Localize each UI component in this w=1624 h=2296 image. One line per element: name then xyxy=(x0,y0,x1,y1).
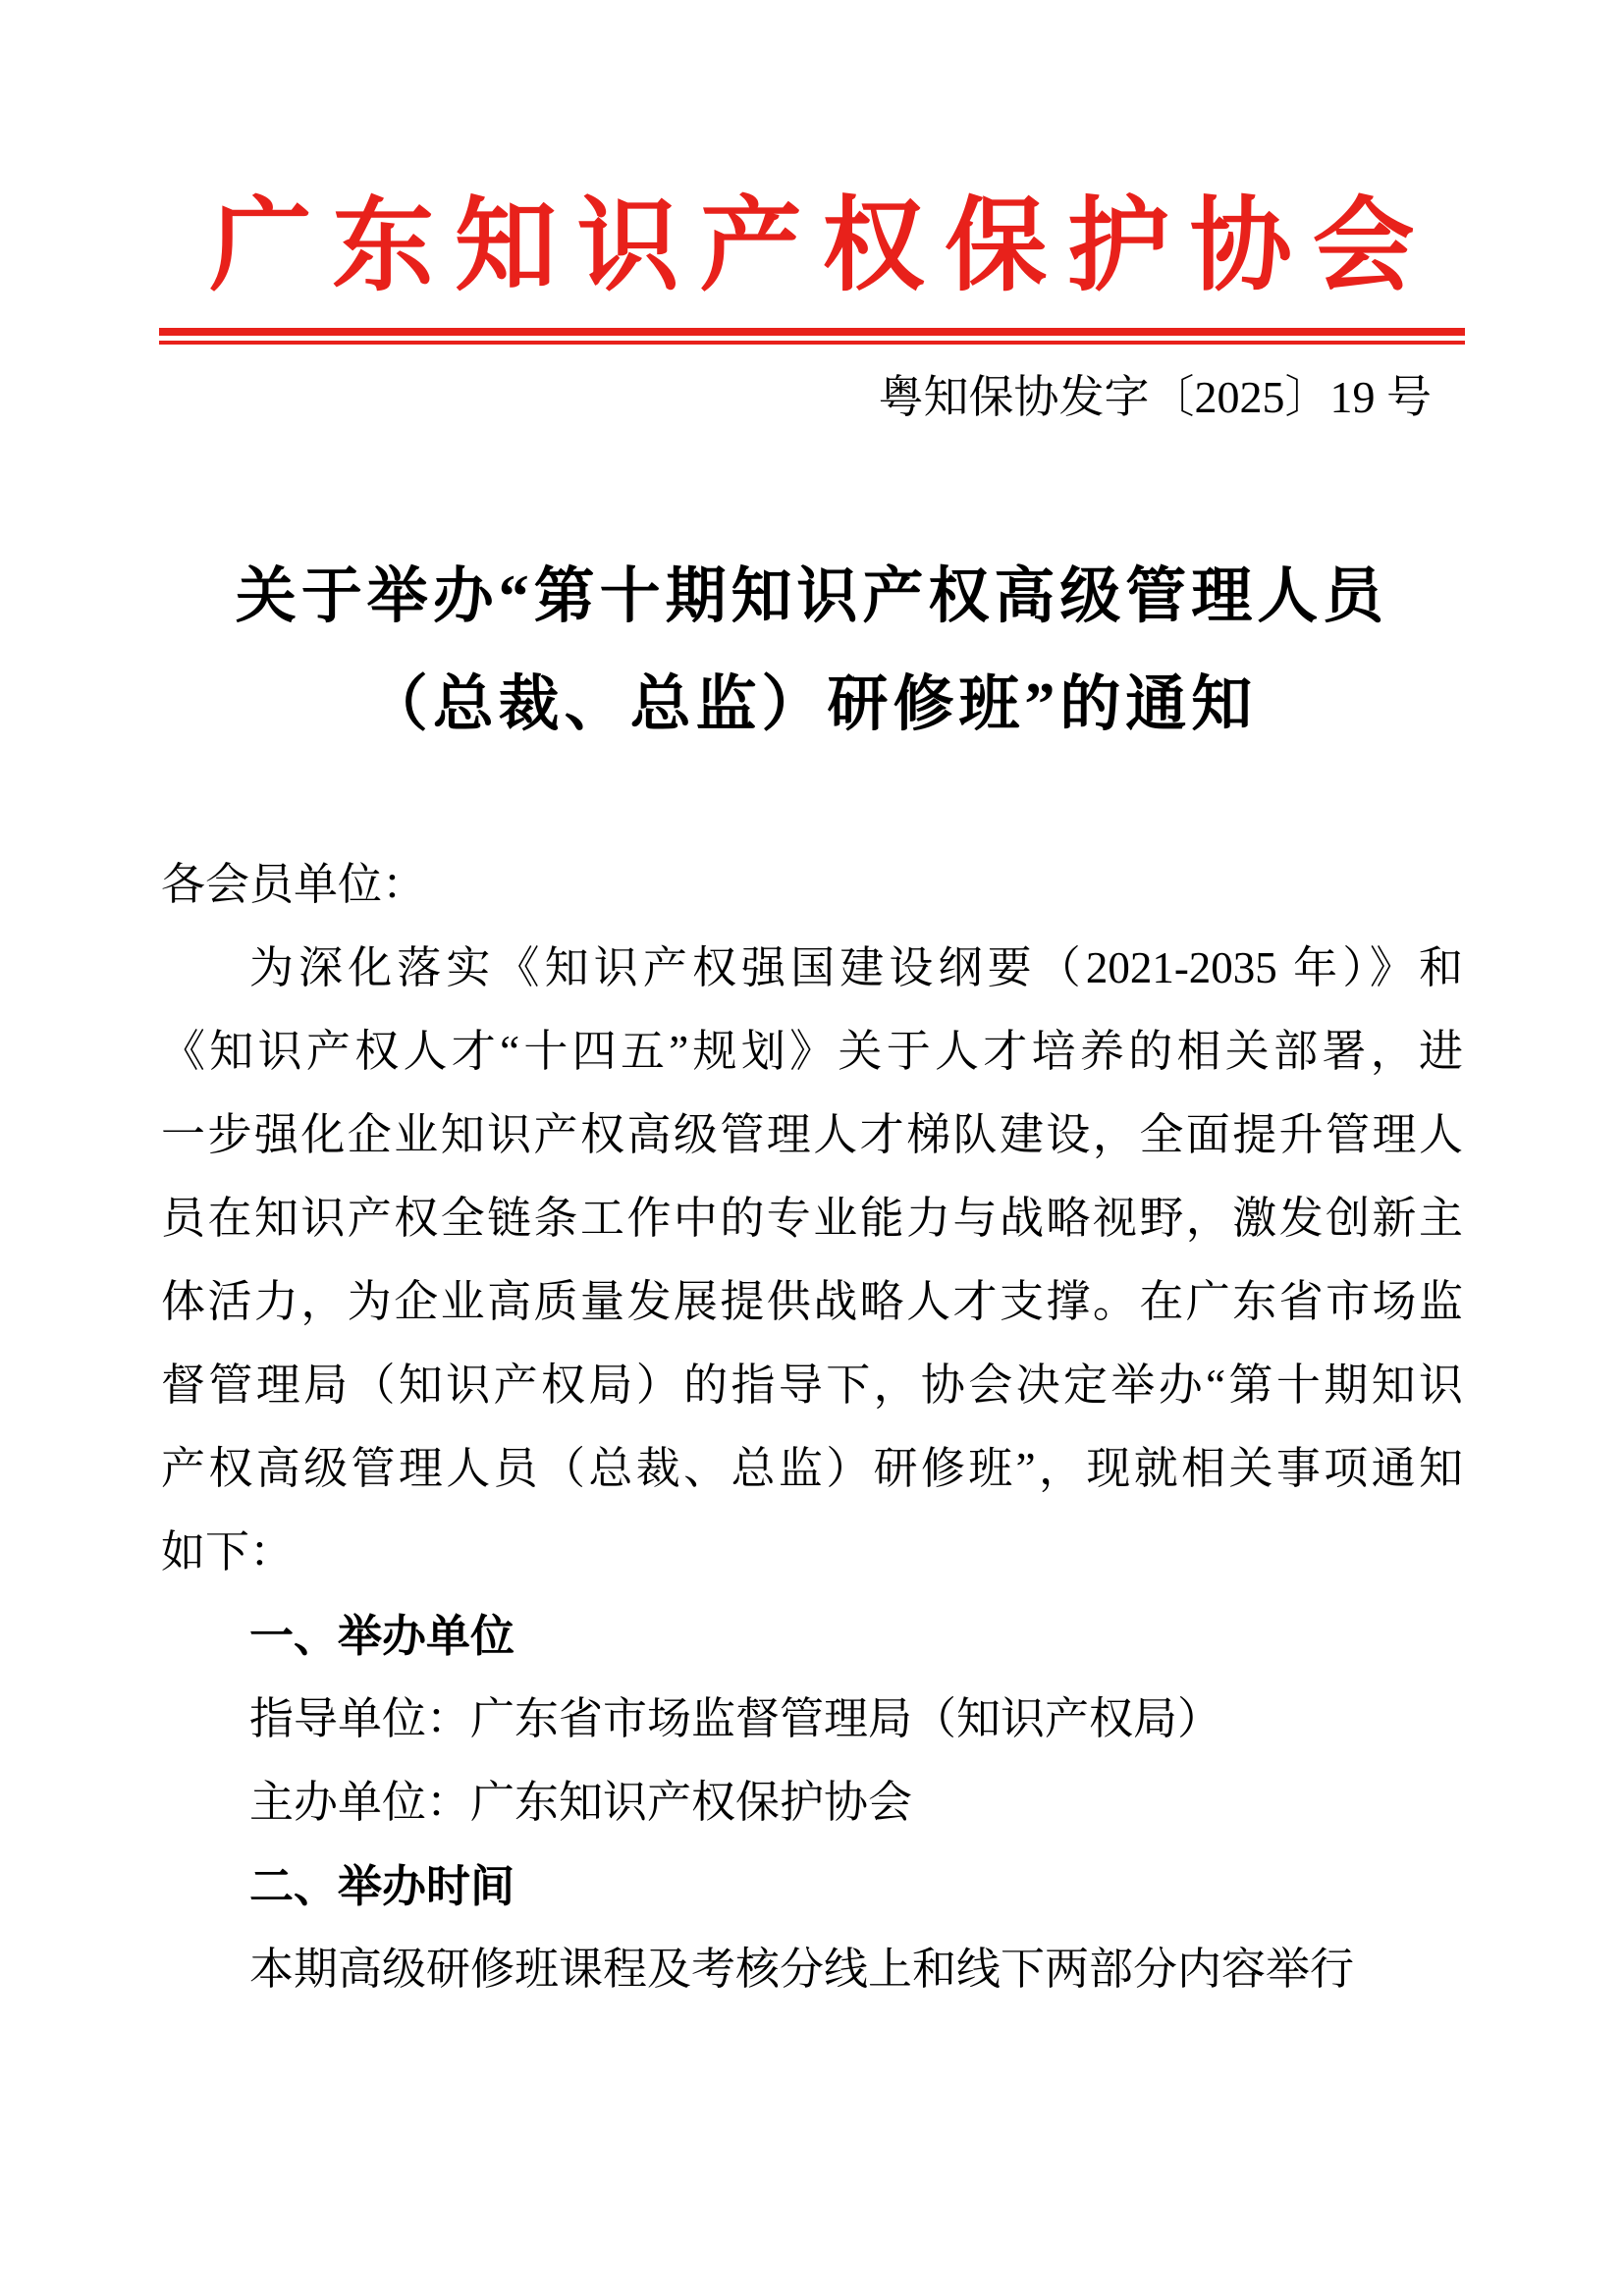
body-line: 《知识产权人才“十四五”规划》关于人才培养的相关部署，进 xyxy=(161,1027,1463,1076)
document-title-line-2: （总裁、总监）研修班”的通知 xyxy=(366,671,1258,738)
body-line: 为深化落实《知识产权强国建设纲要（2021-2035 年）》和 xyxy=(249,943,1463,992)
salutation-line: 各会员单位： xyxy=(161,860,427,909)
body-line: 如下： xyxy=(161,1527,295,1576)
body-line: 员在知识产权全链条工作中的专业能力与战略视野，激发创新主 xyxy=(161,1194,1463,1243)
document-body xyxy=(161,843,1463,2011)
section-heading-2: 二、举办时间 xyxy=(249,1861,515,1911)
document-title xyxy=(0,543,1624,759)
section-heading-1: 一、举办单位 xyxy=(249,1611,515,1661)
body-line: 督管理局（知识产权局）的指导下，协会决定举办“第十期知识 xyxy=(161,1361,1463,1410)
letterhead-org-name: 广东知识产权保护协会 xyxy=(209,190,1435,303)
letterhead-rule-thick xyxy=(159,328,1465,336)
host-unit-line: 主办单位：广东知识产权保护协会 xyxy=(249,1778,913,1827)
body-line: 本期高级研修班课程及考核分线上和线下两部分内容举行 xyxy=(249,1945,1355,1994)
body-line: 一步强化企业知识产权高级管理人才梯队建设，全面提升管理人 xyxy=(161,1110,1463,1159)
document-title-line-1: 关于举办“第十期知识产权高级管理人员 xyxy=(235,563,1389,630)
document-number: 粤知保协发字〔2025〕19 号 xyxy=(878,372,1432,422)
letterhead-rule-thin xyxy=(159,341,1465,345)
guidance-unit-line: 指导单位：广东省市场监督管理局（知识产权局） xyxy=(249,1694,1222,1743)
body-line: 产权高级管理人员（总裁、总监）研修班”，现就相关事项通知 xyxy=(161,1444,1463,1493)
letterhead-double-rule xyxy=(159,328,1465,345)
body-line: 体活力，为企业高质量发展提供战略人才支撑。在广东省市场监 xyxy=(161,1277,1463,1326)
